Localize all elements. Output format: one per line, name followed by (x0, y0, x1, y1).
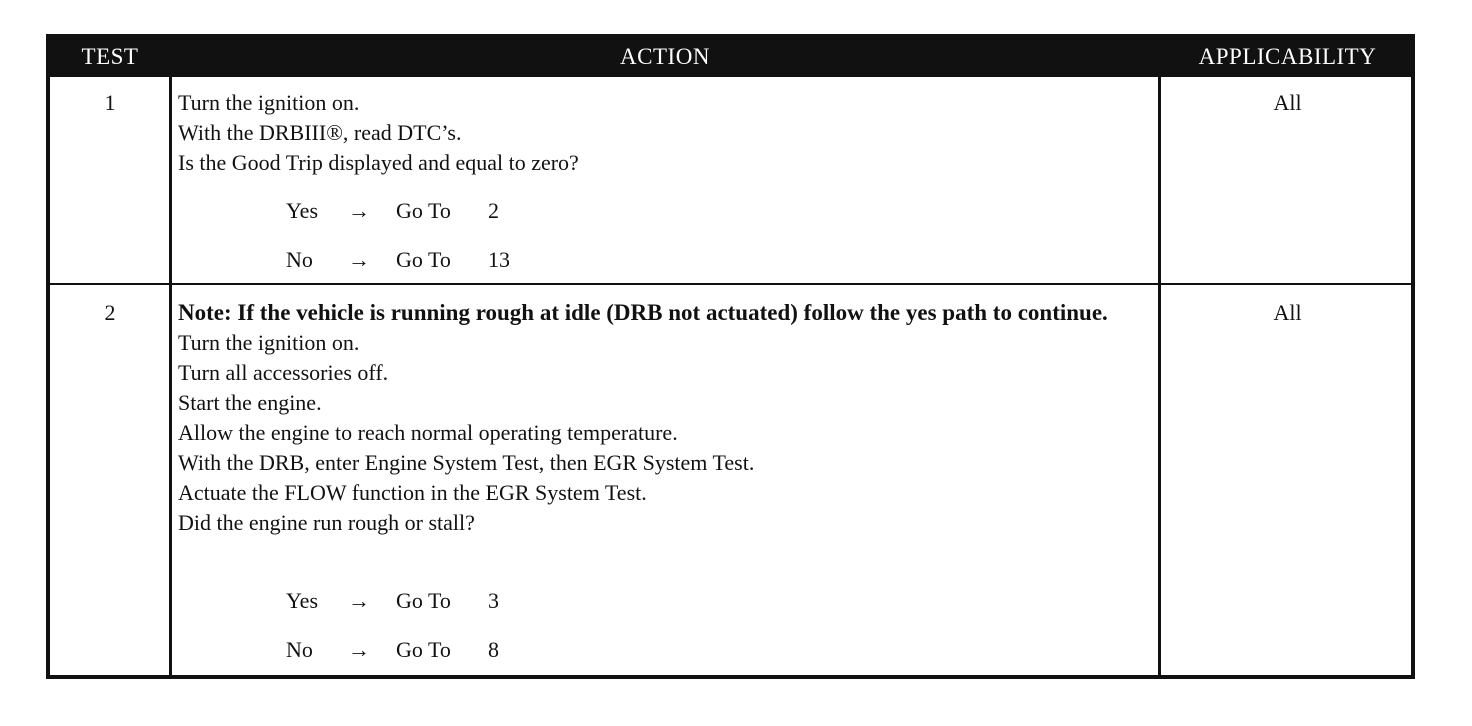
branch-step: 2 (488, 198, 499, 223)
arrow-icon: → (348, 247, 370, 272)
table-header (50, 38, 1411, 77)
arrow-icon: → (348, 198, 370, 223)
action-line: Actuate the FLOW function in the EGR System Test. (178, 480, 647, 505)
action-line: Turn the ignition on. (178, 330, 360, 355)
branch-step: 13 (488, 247, 510, 272)
action-line: Did the engine run rough or stall? (178, 510, 475, 535)
action-line: Start the engine. (178, 390, 322, 415)
applicability-value: All (1273, 90, 1302, 115)
test-number: 1 (104, 90, 116, 115)
branch-step: 8 (488, 637, 499, 662)
branch-answer: No (286, 247, 313, 272)
action-line: Allow the engine to reach normal operating temperature. (178, 420, 678, 445)
branch-yes (286, 588, 499, 614)
branch-goto: Go To (396, 198, 451, 223)
branch-no (286, 637, 499, 663)
action-line: Is the Good Trip displayed and equal to zero? (178, 150, 579, 175)
arrow-icon: → (348, 637, 370, 662)
column-divider (169, 77, 172, 675)
branch-goto: Go To (396, 637, 451, 662)
header-test: TEST (81, 44, 139, 69)
action-line: With the DRB, enter Engine System Test, then EGR System Test. (178, 450, 755, 475)
branch-answer: No (286, 637, 313, 662)
action-line: With the DRBIII®, read DTC’s. (178, 120, 462, 145)
branch-goto: Go To (396, 588, 451, 613)
row-divider (50, 283, 1411, 285)
branch-answer: Yes (286, 588, 319, 613)
arrow-icon: → (348, 588, 370, 613)
diagnostic-test-table (46, 34, 1415, 679)
branch-no (286, 247, 510, 273)
action-text (178, 88, 1153, 178)
branch-step: 3 (488, 588, 499, 613)
header-applicability: APPLICABILITY (1198, 44, 1377, 69)
test-number: 2 (104, 300, 116, 325)
branch-answer: Yes (286, 198, 319, 223)
header-action: ACTION (620, 44, 710, 69)
note-text: Note: If the vehicle is running rough at idle (DRB not actuated) follow the yes path to continue. (178, 300, 1108, 325)
branch-yes (286, 198, 499, 224)
action-line: Turn all accessories off. (178, 360, 389, 385)
branch-goto: Go To (396, 247, 451, 272)
column-divider (1158, 77, 1161, 675)
applicability-value: All (1273, 300, 1302, 325)
action-line: Turn the ignition on. (178, 90, 360, 115)
action-text (178, 298, 1153, 538)
